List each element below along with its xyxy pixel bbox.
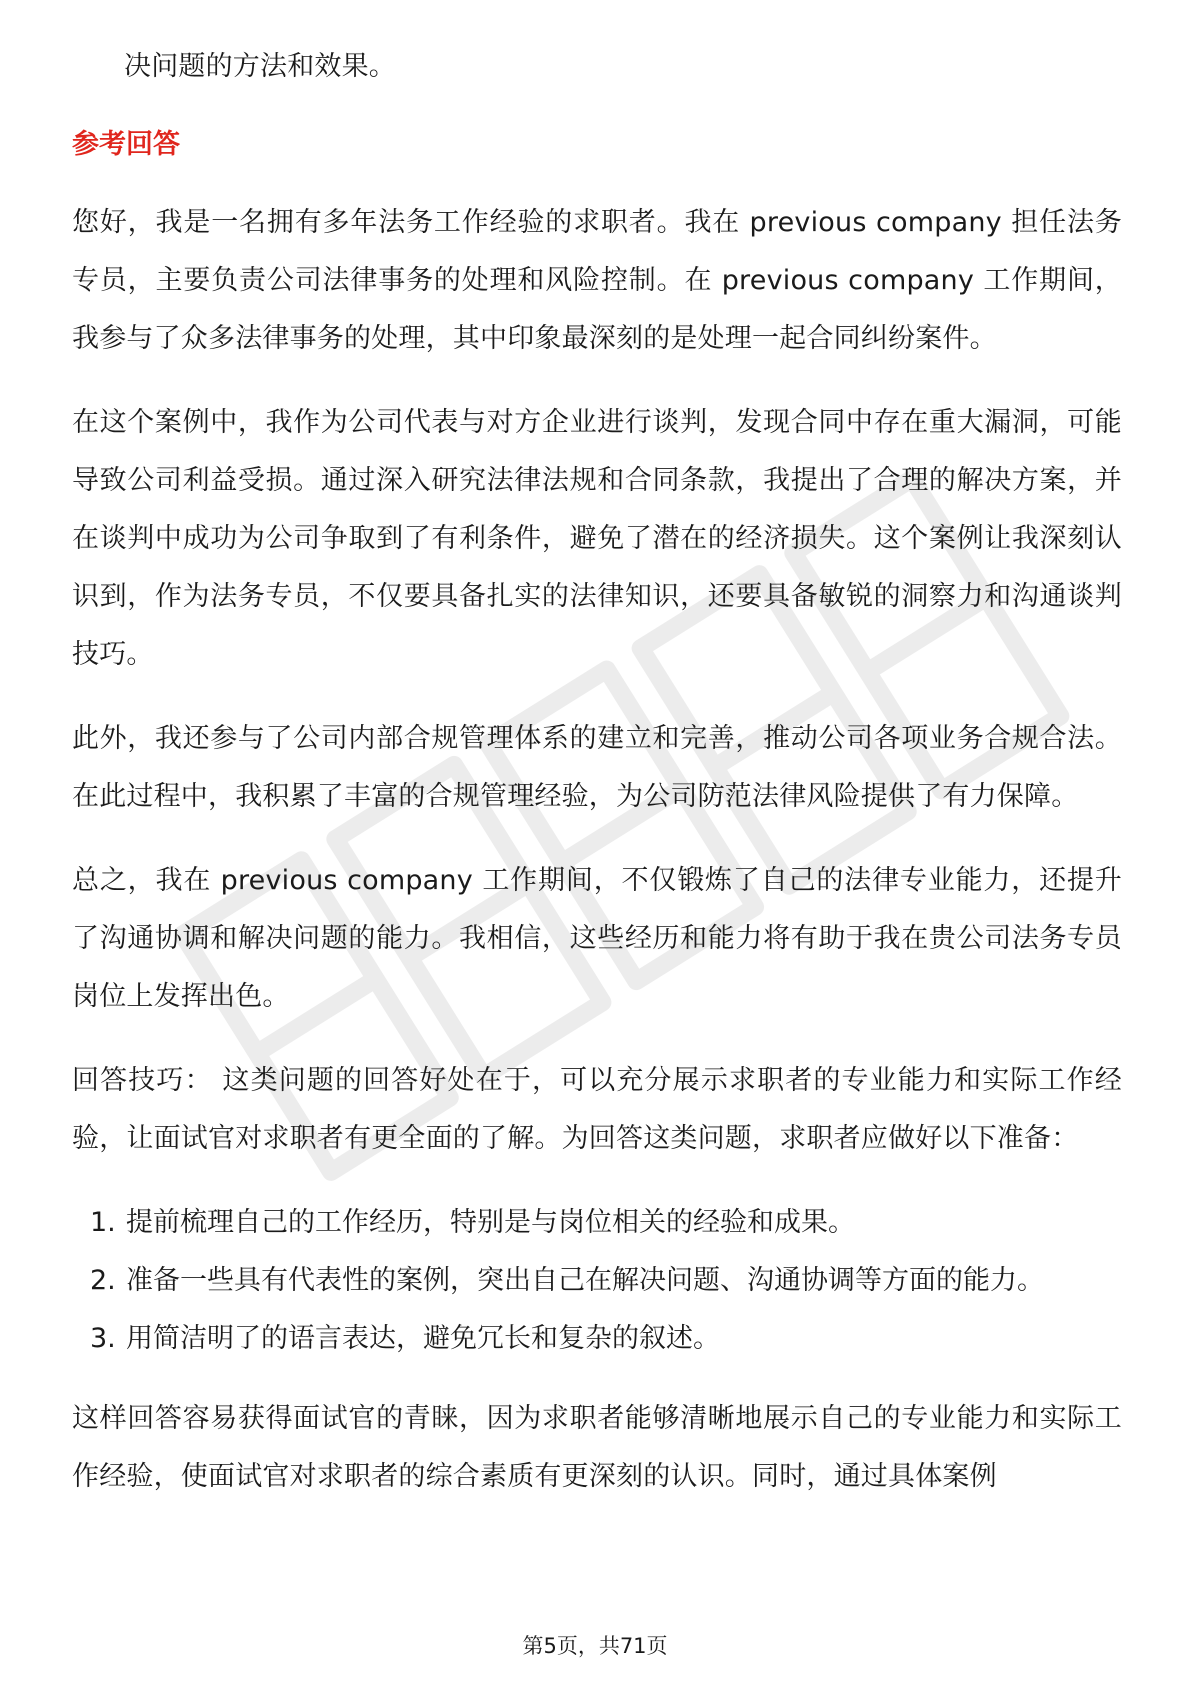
list-item-text: 用简洁明了的语言表达，避免冗长和复杂的叙述。 (126, 1323, 720, 1354)
section-heading: 参考回答 (72, 129, 180, 160)
document-body (72, 38, 1122, 1532)
paragraph-tips-intro: 回答技巧： 这类问题的回答好处在于，可以充分展示求职者的专业能力和实际工作经验，让面试官对求职者有更全面的了解。为回答这类问题，求职者应做好以下准备： (72, 1065, 1122, 1154)
paragraph-closing: 这样回答容易获得面试官的青睐，因为求职者能够清晰地展示自己的专业能力和实际工作经验，使面试官对求职者的综合素质有更深刻的认识。同时，通过具体案例 (72, 1403, 1122, 1492)
list-item (72, 1252, 1122, 1310)
paragraph-intro: 您好，我是一名拥有多年法务工作经验的求职者。我在 previous company 担任法务专员，主要负责公司法律事务的处理和风险控制。在 previous company 工作期间，我参与了众多法律事务的处理，其中印象最深刻的是处理一起合同纠纷案件。 (72, 207, 1122, 354)
list-item (72, 1310, 1122, 1368)
paragraph-summary: 总之，我在 previous company 工作期间，不仅锻炼了自己的法律专业能力，还提升了沟通协调和解决问题的能力。我相信，这些经历和能力将有助于我在贵公司法务专员岗位上发挥出色。 (72, 865, 1122, 1012)
list-item-text: 提前梳理自己的工作经历，特别是与岗位相关的经验和成果。 (126, 1207, 855, 1238)
list-item-text: 准备一些具有代表性的案例，突出自己在解决问题、沟通协调等方面的能力。 (126, 1265, 1044, 1296)
paragraph-compliance: 此外，我还参与了公司内部合规管理体系的建立和完善，推动公司各项业务合规合法。在此过程中，我积累了丰富的合规管理经验，为公司防范法律风险提供了有力保障。 (72, 723, 1122, 812)
page-number-footer: 第5页，共71页 (522, 1634, 668, 1658)
continuation-line: 决问题的方法和效果。 (124, 51, 396, 82)
paragraph-case: 在这个案例中，我作为公司代表与对方企业进行谈判，发现合同中存在重大漏洞，可能导致公司利益受损。通过深入研究法律法规和合同条款，我提出了合理的解决方案，并在谈判中成功为公司争取到了有利条件，避免了潜在的经济损失。这个案例让我深刻认识到，作为法务专员，不仅要具备扎实的法律知识，还要具备敏锐的洞察力和沟通谈判技巧。 (72, 407, 1122, 670)
list-item (72, 1194, 1122, 1252)
tips-list (72, 1194, 1122, 1368)
list-item-number: 2. (90, 1265, 116, 1296)
list-item-number: 3. (90, 1323, 116, 1354)
list-item-number: 1. (90, 1207, 116, 1238)
